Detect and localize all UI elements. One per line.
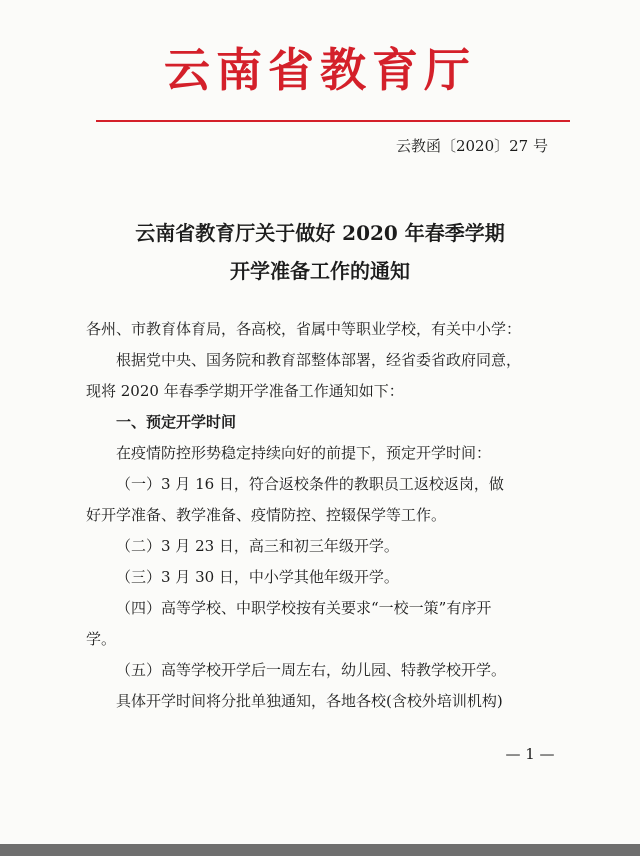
red-separator-line bbox=[96, 120, 570, 122]
item-5: （五）高等学校开学后一周左右，幼儿园、特教学校开学。 bbox=[116, 661, 507, 679]
item-1-line-2: 好开学准备、教学准备、疫情防控、控辍保学等工作。 bbox=[86, 506, 447, 524]
title-line-2: 开学准备工作的通知 bbox=[230, 259, 410, 283]
item-4-line-2: 学。 bbox=[86, 630, 117, 648]
page-number: — 1 — bbox=[505, 745, 555, 763]
salutation: 各州、市教育体育局，各高校，省属中等职业学校，有关中小学： bbox=[86, 320, 522, 338]
item-1-line-1: （一）3 月 16 日，符合返校条件的教职员工返校返岗，做 bbox=[116, 475, 504, 493]
bottom-edge-strip bbox=[0, 844, 640, 856]
document-body bbox=[86, 314, 572, 717]
issuing-agency-header: 云南省教育厅 bbox=[164, 43, 476, 97]
section-lead: 在疫情防控形势稳定持续向好的前提下，预定开学时间： bbox=[116, 444, 492, 462]
document-number: 云教函〔2020〕27 号 bbox=[395, 137, 548, 155]
document-title bbox=[80, 214, 560, 290]
section-heading: 一、预定开学时间 bbox=[116, 413, 237, 431]
item-4-line-1: （四）高等学校、中职学校按有关要求“一校一策”有序开 bbox=[116, 599, 492, 617]
item-3: （三）3 月 30 日，中小学其他年级开学。 bbox=[116, 568, 399, 586]
closing-line: 具体开学时间将分批单独通知，各地各校(含校外培训机构) bbox=[116, 692, 503, 710]
title-line-1: 云南省教育厅关于做好 2020 年春季学期 bbox=[135, 221, 505, 245]
intro-line-1: 根据党中央、国务院和教育部整体部署，经省委省政府同意， bbox=[116, 351, 522, 369]
item-2: （二）3 月 23 日，高三和初三年级开学。 bbox=[116, 537, 399, 555]
intro-line-2: 现将 2020 年春季学期开学准备工作通知如下： bbox=[86, 382, 404, 400]
